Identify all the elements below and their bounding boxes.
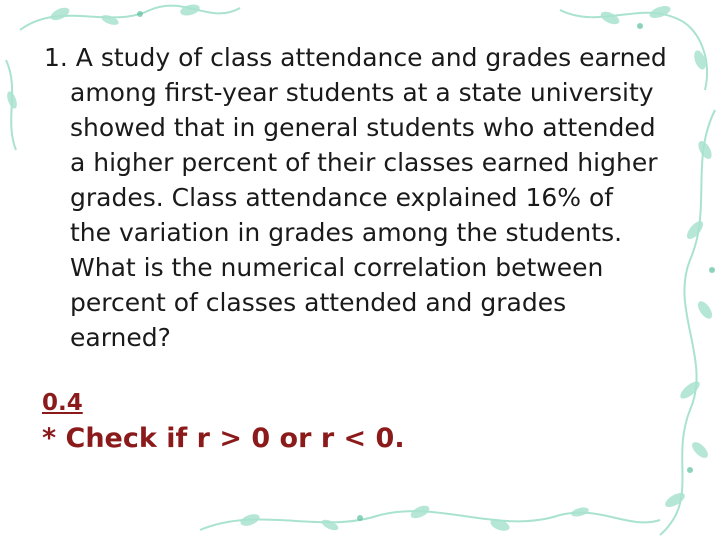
leaf-icon xyxy=(599,9,621,27)
question-line: 1. A study of class attendance and grades earned xyxy=(44,43,667,72)
question-line: What is the numerical correlation between xyxy=(70,253,604,282)
leaf-icon xyxy=(678,378,703,401)
leaf-icon xyxy=(695,299,715,321)
answer-value: 0.4 xyxy=(42,390,83,416)
question-line: the variation in grades among the students. xyxy=(70,218,623,247)
answer-note: * Check if r > 0 or r < 0. xyxy=(42,423,405,454)
bud-icon xyxy=(137,11,143,17)
leaf-icon xyxy=(409,503,431,521)
question-line: percent of classes attended and grades xyxy=(70,288,567,317)
question-text xyxy=(44,40,694,355)
question-line: among first-year students at a state university xyxy=(70,78,654,107)
bud-icon xyxy=(357,515,363,521)
leaf-icon xyxy=(570,506,589,518)
leaf-icon xyxy=(5,90,19,110)
question-line: a higher percent of their classes earned higher xyxy=(70,148,658,177)
leaf-icon xyxy=(663,490,687,510)
question-line: grades. Class attendance explained 16% of xyxy=(70,183,614,212)
bud-icon xyxy=(687,467,693,473)
leaf-icon xyxy=(239,512,261,528)
leaf-icon xyxy=(179,3,201,18)
question-line: showed that in general students who attended xyxy=(70,113,656,142)
question-line: earned? xyxy=(70,323,171,352)
bud-icon xyxy=(709,267,715,273)
leaf-icon xyxy=(689,439,710,460)
vine-bottom xyxy=(200,511,660,530)
leaf-icon xyxy=(648,4,672,21)
leaf-icon xyxy=(100,13,120,27)
leaf-icon xyxy=(320,518,340,533)
bud-icon xyxy=(637,23,643,29)
leaf-icon xyxy=(49,5,71,23)
